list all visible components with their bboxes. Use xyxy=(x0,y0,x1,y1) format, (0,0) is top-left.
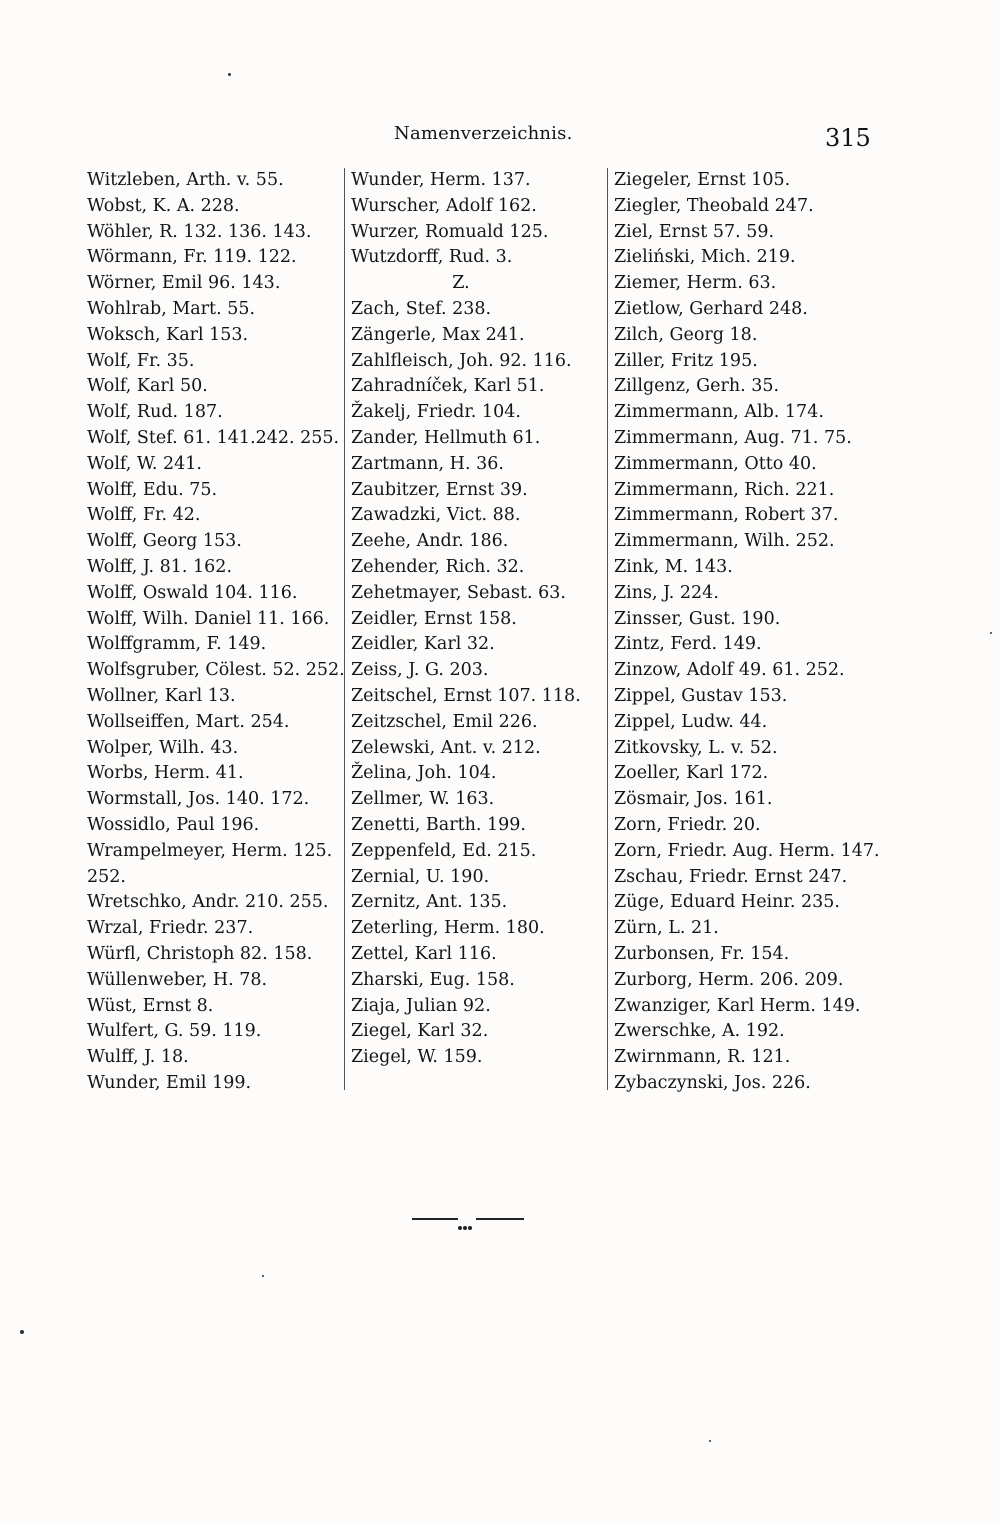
index-entry: Zeehe, Andr. 186. xyxy=(351,531,509,552)
index-entry: Züge, Eduard Heinr. 235. xyxy=(614,892,840,913)
index-entry: Zurborg, Herm. 206. 209. xyxy=(614,969,844,990)
index-entry: Zwirnmann, R. 121. xyxy=(614,1047,791,1068)
index-entry: Ziegler, Theobald 247. xyxy=(614,195,814,216)
index-entry: Ziel, Ernst 57. 59. xyxy=(614,221,775,242)
index-entry: Wolff, Oswald 104. 116. xyxy=(87,582,298,603)
index-entry: Zorn, Friedr. 20. xyxy=(614,814,761,835)
index-entry: Wollner, Karl 13. xyxy=(87,685,236,706)
index-entry: Ziegeler, Ernst 105. xyxy=(614,170,791,190)
index-entry: Zeitschel, Ernst 107. 118. xyxy=(351,685,581,706)
index-entry: Wolfsgruber, Cölest. 52. 252. xyxy=(87,660,345,681)
index-entry: Zeitzschel, Emil 226. xyxy=(351,711,538,732)
index-entry: Ziaja, Julian 92. xyxy=(351,995,491,1016)
index-column-2 xyxy=(344,168,581,1090)
index-entry: Zawadzki, Vict. 88. xyxy=(351,505,521,526)
index-entry: Wolf, Karl 50. xyxy=(87,376,208,397)
index-entry: Zimmermann, Alb. 174. xyxy=(614,402,824,423)
index-entry: Zander, Hellmuth 61. xyxy=(351,427,541,448)
index-entry: Zach, Stef. 238. xyxy=(351,298,492,319)
section-header: Z. xyxy=(452,273,470,294)
index-column-1 xyxy=(85,168,345,1097)
index-entry: Ziegel, W. 159. xyxy=(351,1047,483,1068)
paper-speck xyxy=(990,632,992,634)
index-entry: Wolper, Wilh. 43. xyxy=(87,737,239,758)
index-entry: Zettel, Karl 116. xyxy=(351,943,497,964)
index-entry: Zurbonsen, Fr. 154. xyxy=(614,943,790,964)
index-entry: Wörmann, Fr. 119. 122. xyxy=(87,247,297,268)
index-entry: Zharski, Eug. 158. xyxy=(351,969,515,990)
index-entry: Wollseiffen, Mart. 254. xyxy=(87,711,290,732)
index-entry: Wohlrab, Mart. 55. xyxy=(87,298,256,319)
index-entry: Zürn, L. 21. xyxy=(614,918,719,939)
index-entry: Zenetti, Barth. 199. xyxy=(351,814,526,835)
index-entry: Zietlow, Gerhard 248. xyxy=(614,298,808,319)
index-entry: Zilch, Georg 18. xyxy=(614,324,758,345)
index-entry: Zybaczynski, Jos. 226. xyxy=(614,1072,811,1093)
index-entry: Ziegel, Karl 32. xyxy=(351,1021,489,1042)
index-entry: Wöhler, R. 132. 136. 143. xyxy=(87,221,312,242)
index-entry: Wolff, J. 81. 162. xyxy=(87,556,233,577)
index-entry: Wutzdorff, Rud. 3. xyxy=(351,247,513,268)
index-entry: Zimmermann, Robert 37. xyxy=(614,505,839,526)
index-entry: Zintz, Ferd. 149. xyxy=(614,634,762,655)
index-entry: Zelewski, Ant. v. 212. xyxy=(351,737,541,758)
page-number: 315 xyxy=(825,124,871,152)
end-ornament xyxy=(412,1216,524,1222)
index-entry: Zimmermann, Aug. 71. 75. xyxy=(614,427,852,448)
paper-speck xyxy=(228,73,231,76)
index-entry: Zahradníček, Karl 51. xyxy=(351,376,545,397)
index-entry: Witzleben, Arth. v. 55. xyxy=(87,170,284,190)
index-entry: Wobst, K. A. 228. xyxy=(87,195,240,216)
index-entry: Zimmermann, Rich. 221. xyxy=(614,479,835,500)
paper-speck xyxy=(709,1440,711,1442)
index-entry: Zernitz, Ant. 135. xyxy=(351,892,508,913)
index-entry: Wolffgramm, F. 149. xyxy=(87,634,267,655)
page-title: Namenverzeichnis. xyxy=(394,123,573,144)
index-entry: Wunder, Emil 199. xyxy=(87,1072,252,1093)
index-entry: Zippel, Ludw. 44. xyxy=(614,711,768,732)
index-entry: Wüst, Ernst 8. xyxy=(87,995,214,1016)
index-entry: Zorn, Friedr. Aug. Herm. 147. xyxy=(614,840,880,861)
index-entry: Zink, M. 143. xyxy=(614,556,733,577)
index-entry: Zaubitzer, Ernst 39. xyxy=(351,479,528,500)
paper-speck xyxy=(20,1330,24,1334)
index-entry: Zeidler, Karl 32. xyxy=(351,634,495,655)
index-entry: Wolf, W. 241. xyxy=(87,453,202,474)
index-column-3 xyxy=(607,168,880,1093)
index-entry: Zimmermann, Wilh. 252. xyxy=(614,531,835,552)
index-entry: Wolff, Fr. 42. xyxy=(87,505,201,526)
index-entry: Wrzal, Friedr. 237. xyxy=(87,918,254,939)
index-entry: Zinzow, Adolf 49. 61. 252. xyxy=(614,660,845,681)
index-entry: Zwanziger, Karl Herm. 149. xyxy=(614,995,861,1016)
index-entry: Zernial, U. 190. xyxy=(351,866,490,887)
index-entry: Zeppenfeld, Ed. 215. xyxy=(351,840,537,861)
index-entry: Wulff, J. 18. xyxy=(87,1047,189,1068)
index-entry: Wolff, Wilh. Daniel 11. 166. xyxy=(87,608,330,629)
index-entry: Zippel, Gustav 153. xyxy=(614,685,788,706)
index-entry: Želina, Joh. 104. xyxy=(351,763,497,784)
index-entry: 252. xyxy=(87,866,126,887)
index-entry: Wolf, Rud. 187. xyxy=(87,402,223,423)
index-entry: Zösmair, Jos. 161. xyxy=(614,789,773,810)
index-entry: Zieliński, Mich. 219. xyxy=(614,247,796,268)
index-entry: Zoeller, Karl 172. xyxy=(614,763,769,784)
index-entry: Ziller, Fritz 195. xyxy=(614,350,758,371)
index-entry: Wormstall, Jos. 140. 172. xyxy=(87,789,310,810)
index-entry: Zitkovsky, L. v. 52. xyxy=(614,737,778,758)
index-entry: Wossidlo, Paul 196. xyxy=(87,814,260,835)
index-entry: Wolf, Fr. 35. xyxy=(87,350,195,371)
index-entry: Wunder, Herm. 137. xyxy=(351,170,531,190)
index-entry: Wurzer, Romuald 125. xyxy=(351,221,549,242)
index-entry: Zartmann, H. 36. xyxy=(351,453,504,474)
index-entry: Wolf, Stef. 61. 141.242. 255. xyxy=(87,427,340,448)
index-entry: Zeiss, J. G. 203. xyxy=(351,660,489,681)
index-entry: Zellmer, W. 163. xyxy=(351,789,495,810)
index-entry: Wolff, Edu. 75. xyxy=(87,479,218,500)
paper-speck xyxy=(262,1275,264,1277)
index-entry: Wretschko, Andr. 210. 255. xyxy=(87,892,329,913)
index-entry: Wörner, Emil 96. 143. xyxy=(87,273,281,294)
index-entry: Zeidler, Ernst 158. xyxy=(351,608,517,629)
index-entry: Wurscher, Adolf 162. xyxy=(351,195,537,216)
index-entry: Zängerle, Max 241. xyxy=(351,324,525,345)
index-entry: Zehender, Rich. 32. xyxy=(351,556,525,577)
index-entry: Zwerschke, A. 192. xyxy=(614,1021,785,1042)
index-entry: Zins, J. 224. xyxy=(614,582,719,603)
index-entry: Zschau, Friedr. Ernst 247. xyxy=(614,866,848,887)
index-entry: Worbs, Herm. 41. xyxy=(87,763,244,784)
index-entry: Wrampelmeyer, Herm. 125. xyxy=(87,840,333,861)
index-entry: Žakelj, Friedr. 104. xyxy=(351,402,521,423)
index-entry: Zahlfleisch, Joh. 92. 116. xyxy=(351,350,572,371)
index-entry: Zeterling, Herm. 180. xyxy=(351,918,545,939)
index-entry: Woksch, Karl 153. xyxy=(87,324,249,345)
index-entry: Wulfert, G. 59. 119. xyxy=(87,1021,262,1042)
index-entry: Ziemer, Herm. 63. xyxy=(614,273,777,294)
index-entry: Zillgenz, Gerh. 35. xyxy=(614,376,780,397)
index-entry: Würfl, Christoph 82. 158. xyxy=(87,943,313,964)
index-entry: Zinsser, Gust. 190. xyxy=(614,608,781,629)
index-entry: Zimmermann, Otto 40. xyxy=(614,453,817,474)
index-entry: Wüllenweber, H. 78. xyxy=(87,969,268,990)
index-entry: Zehetmayer, Sebast. 63. xyxy=(351,582,566,603)
index-entry: Wolff, Georg 153. xyxy=(87,531,242,552)
